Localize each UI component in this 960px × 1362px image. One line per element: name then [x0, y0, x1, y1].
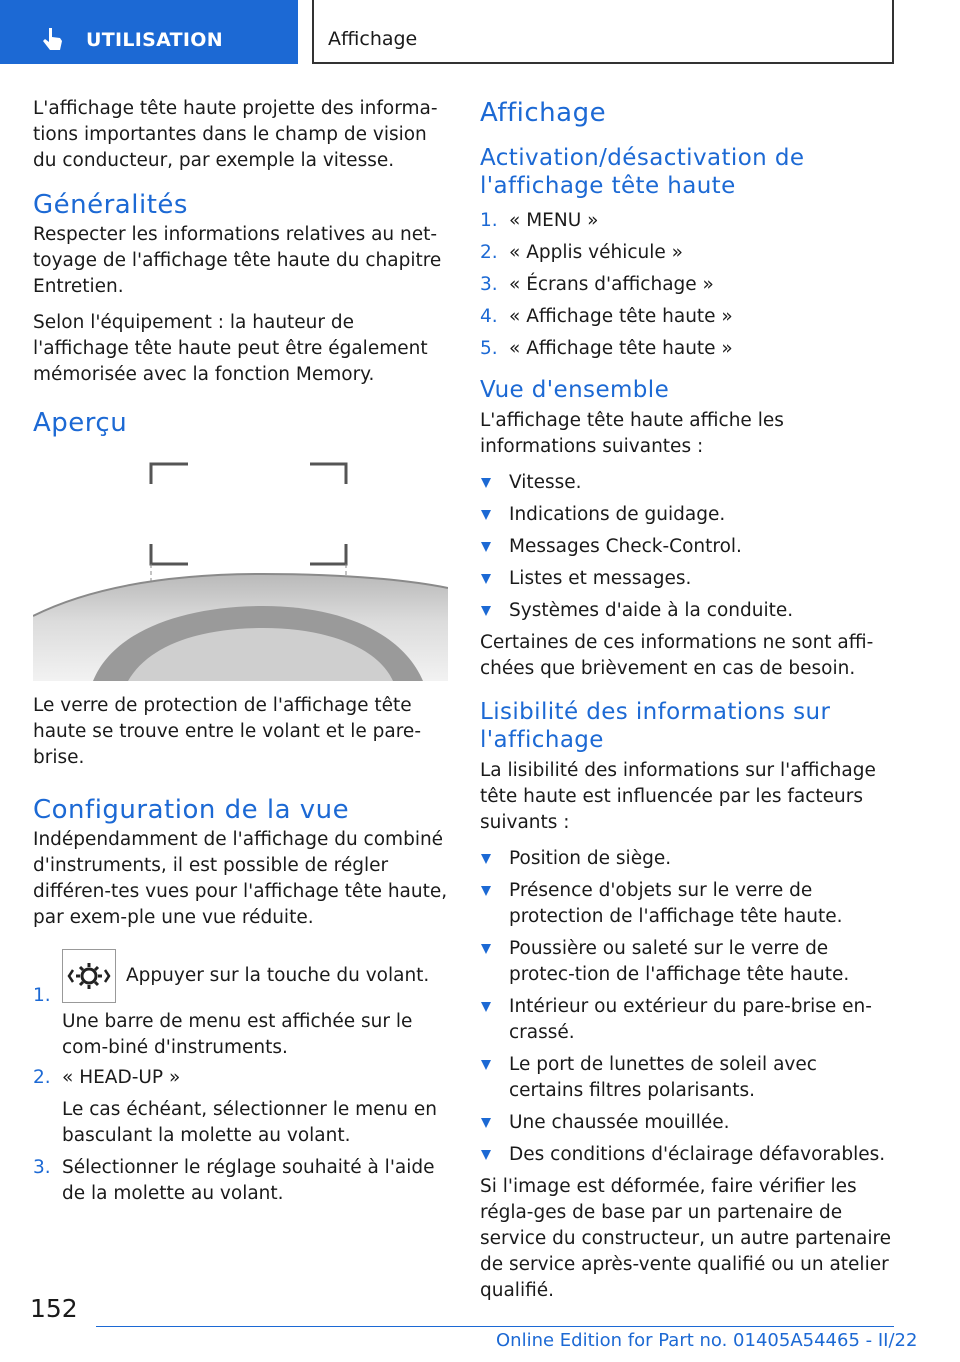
- step-text: Appuyer sur la touche du volant.: [126, 965, 430, 986]
- list-item: Systèmes d'aide à la conduite.: [480, 598, 895, 624]
- list-item: Intérieur ou extérieur du pare-brise en-crassé.: [480, 994, 895, 1046]
- vue-note: Certaines de ces informations ne sont affi-chées que brièvement en cas de besoin.: [480, 632, 874, 679]
- heading-configuration: Configuration de la vue: [33, 795, 350, 825]
- section-tab: [0, 0, 298, 64]
- config-step-2: [33, 1065, 448, 1149]
- list-item: Présence d'objets sur le verre de protection de l'affichage tête haute.: [480, 878, 895, 930]
- list-item: Indications de guidage.: [480, 502, 895, 528]
- lisibilite-paragraph: La lisibilité des informations sur l'affichage tête haute est influencée par les facteurs suivants :: [480, 760, 876, 833]
- bullet-triangle-icon: [481, 542, 491, 552]
- vue-list: [480, 470, 895, 624]
- hand-pointer-icon: [40, 26, 66, 52]
- list-item: Messages Check-Control.: [480, 534, 895, 560]
- step-number: 1.: [33, 985, 51, 1006]
- bullet-triangle-icon: [481, 1060, 491, 1070]
- list-item: Listes et messages.: [480, 566, 895, 592]
- page-number: 152: [30, 1294, 78, 1323]
- heading-apercu: Aperçu: [33, 408, 128, 438]
- section-label: UTILISATION: [86, 29, 223, 51]
- head-up-display-illustration: [33, 456, 448, 681]
- activation-step: 5. « Affichage tête haute »: [480, 338, 733, 359]
- list-item: Des conditions d'éclairage défavorables.: [480, 1142, 895, 1168]
- list-item: Poussière ou saleté sur le verre de protec-tion de l'affichage tête haute.: [480, 936, 895, 988]
- right-column: [480, 96, 895, 1314]
- activation-step: 1. « MENU »: [480, 210, 599, 231]
- lisibilite-note: Si l'image est déformée, faire vérifier les régla-ges de base par un partenaire de service du constructeur, un autre partenaire de service après-vente qualifié ou un atelier qualifié.: [480, 1176, 892, 1301]
- intro-paragraph: L'affichage tête haute projette des informa-tions importantes dans le champ de vision du conducteur, par exemple la vitesse.: [33, 98, 438, 171]
- lisibilite-list: [480, 846, 895, 1168]
- activation-step: 3. « Écrans d'affichage »: [480, 274, 714, 295]
- step-subtext: Une barre de menu est affichée sur le com-biné d'instruments.: [62, 1011, 413, 1058]
- heading-affichage: Affichage: [480, 98, 607, 128]
- config-step-3: [33, 1155, 448, 1207]
- edition-footer: Online Edition for Part no. 01405A54465 - II/22: [496, 1330, 918, 1351]
- activation-step: 2. « Applis véhicule »: [480, 242, 683, 263]
- bullet-triangle-icon: [481, 1150, 491, 1160]
- heading-generalites: Généralités: [33, 190, 188, 220]
- activation-step: 4. « Affichage tête haute »: [480, 306, 733, 327]
- apercu-caption: Le verre de protection de l'affichage tête haute se trouve entre le volant et le pare-brise.: [33, 695, 421, 768]
- settings-button-icon: [62, 949, 116, 1003]
- step-text: « HEAD-UP »: [62, 1067, 181, 1088]
- bullet-triangle-icon: [481, 510, 491, 520]
- activation-steps: [480, 208, 895, 362]
- bullet-triangle-icon: [481, 478, 491, 488]
- chapter-header: [312, 0, 894, 64]
- heading-lisibilite: Lisibilité des informations sur l'affichage: [480, 699, 831, 753]
- footer-divider: [96, 1326, 894, 1327]
- step-number: 3.: [33, 1157, 51, 1178]
- heading-vue-ensemble: Vue d'ensemble: [480, 377, 670, 403]
- generalites-p1: Respecter les informations relatives au net-toyage de l'affichage tête haute du chapitre Entretien.: [33, 224, 442, 297]
- left-column: [33, 96, 448, 1213]
- config-paragraph: Indépendamment de l'affichage du combiné d'instruments, il est possible de régler différen-tes vues pour l'affichage tête haute, par exem-ple une vue réduite.: [33, 829, 448, 928]
- step-subtext: Le cas échéant, sélectionner le menu en basculant la molette au volant.: [62, 1099, 437, 1146]
- list-item: Vitesse.: [480, 470, 895, 496]
- vue-paragraph: L'affichage tête haute affiche les informations suivantes :: [480, 410, 784, 457]
- bullet-triangle-icon: [481, 1002, 491, 1012]
- bullet-triangle-icon: [481, 606, 491, 616]
- list-item: Le port de lunettes de soleil avec certains filtres polarisants.: [480, 1052, 895, 1104]
- bullet-triangle-icon: [481, 574, 491, 584]
- generalites-p2: Selon l'équipement : la hauteur de l'affichage tête haute peut être également mémorisée avec la fonction Memory.: [33, 312, 428, 385]
- step-number: 2.: [33, 1067, 51, 1088]
- list-item: Position de siège.: [480, 846, 895, 872]
- config-step-1: [33, 949, 448, 1061]
- step-text: Sélectionner le réglage souhaité à l'aide de la molette au volant.: [62, 1157, 435, 1204]
- chapter-title: Affichage: [328, 28, 418, 50]
- bullet-triangle-icon: [481, 1118, 491, 1128]
- bullet-triangle-icon: [481, 854, 491, 864]
- bullet-triangle-icon: [481, 886, 491, 896]
- bullet-triangle-icon: [481, 944, 491, 954]
- config-steps: [33, 949, 448, 1207]
- list-item: Une chaussée mouillée.: [480, 1110, 895, 1136]
- heading-activation: Activation/désactivation de l'affichage tête haute: [480, 145, 805, 199]
